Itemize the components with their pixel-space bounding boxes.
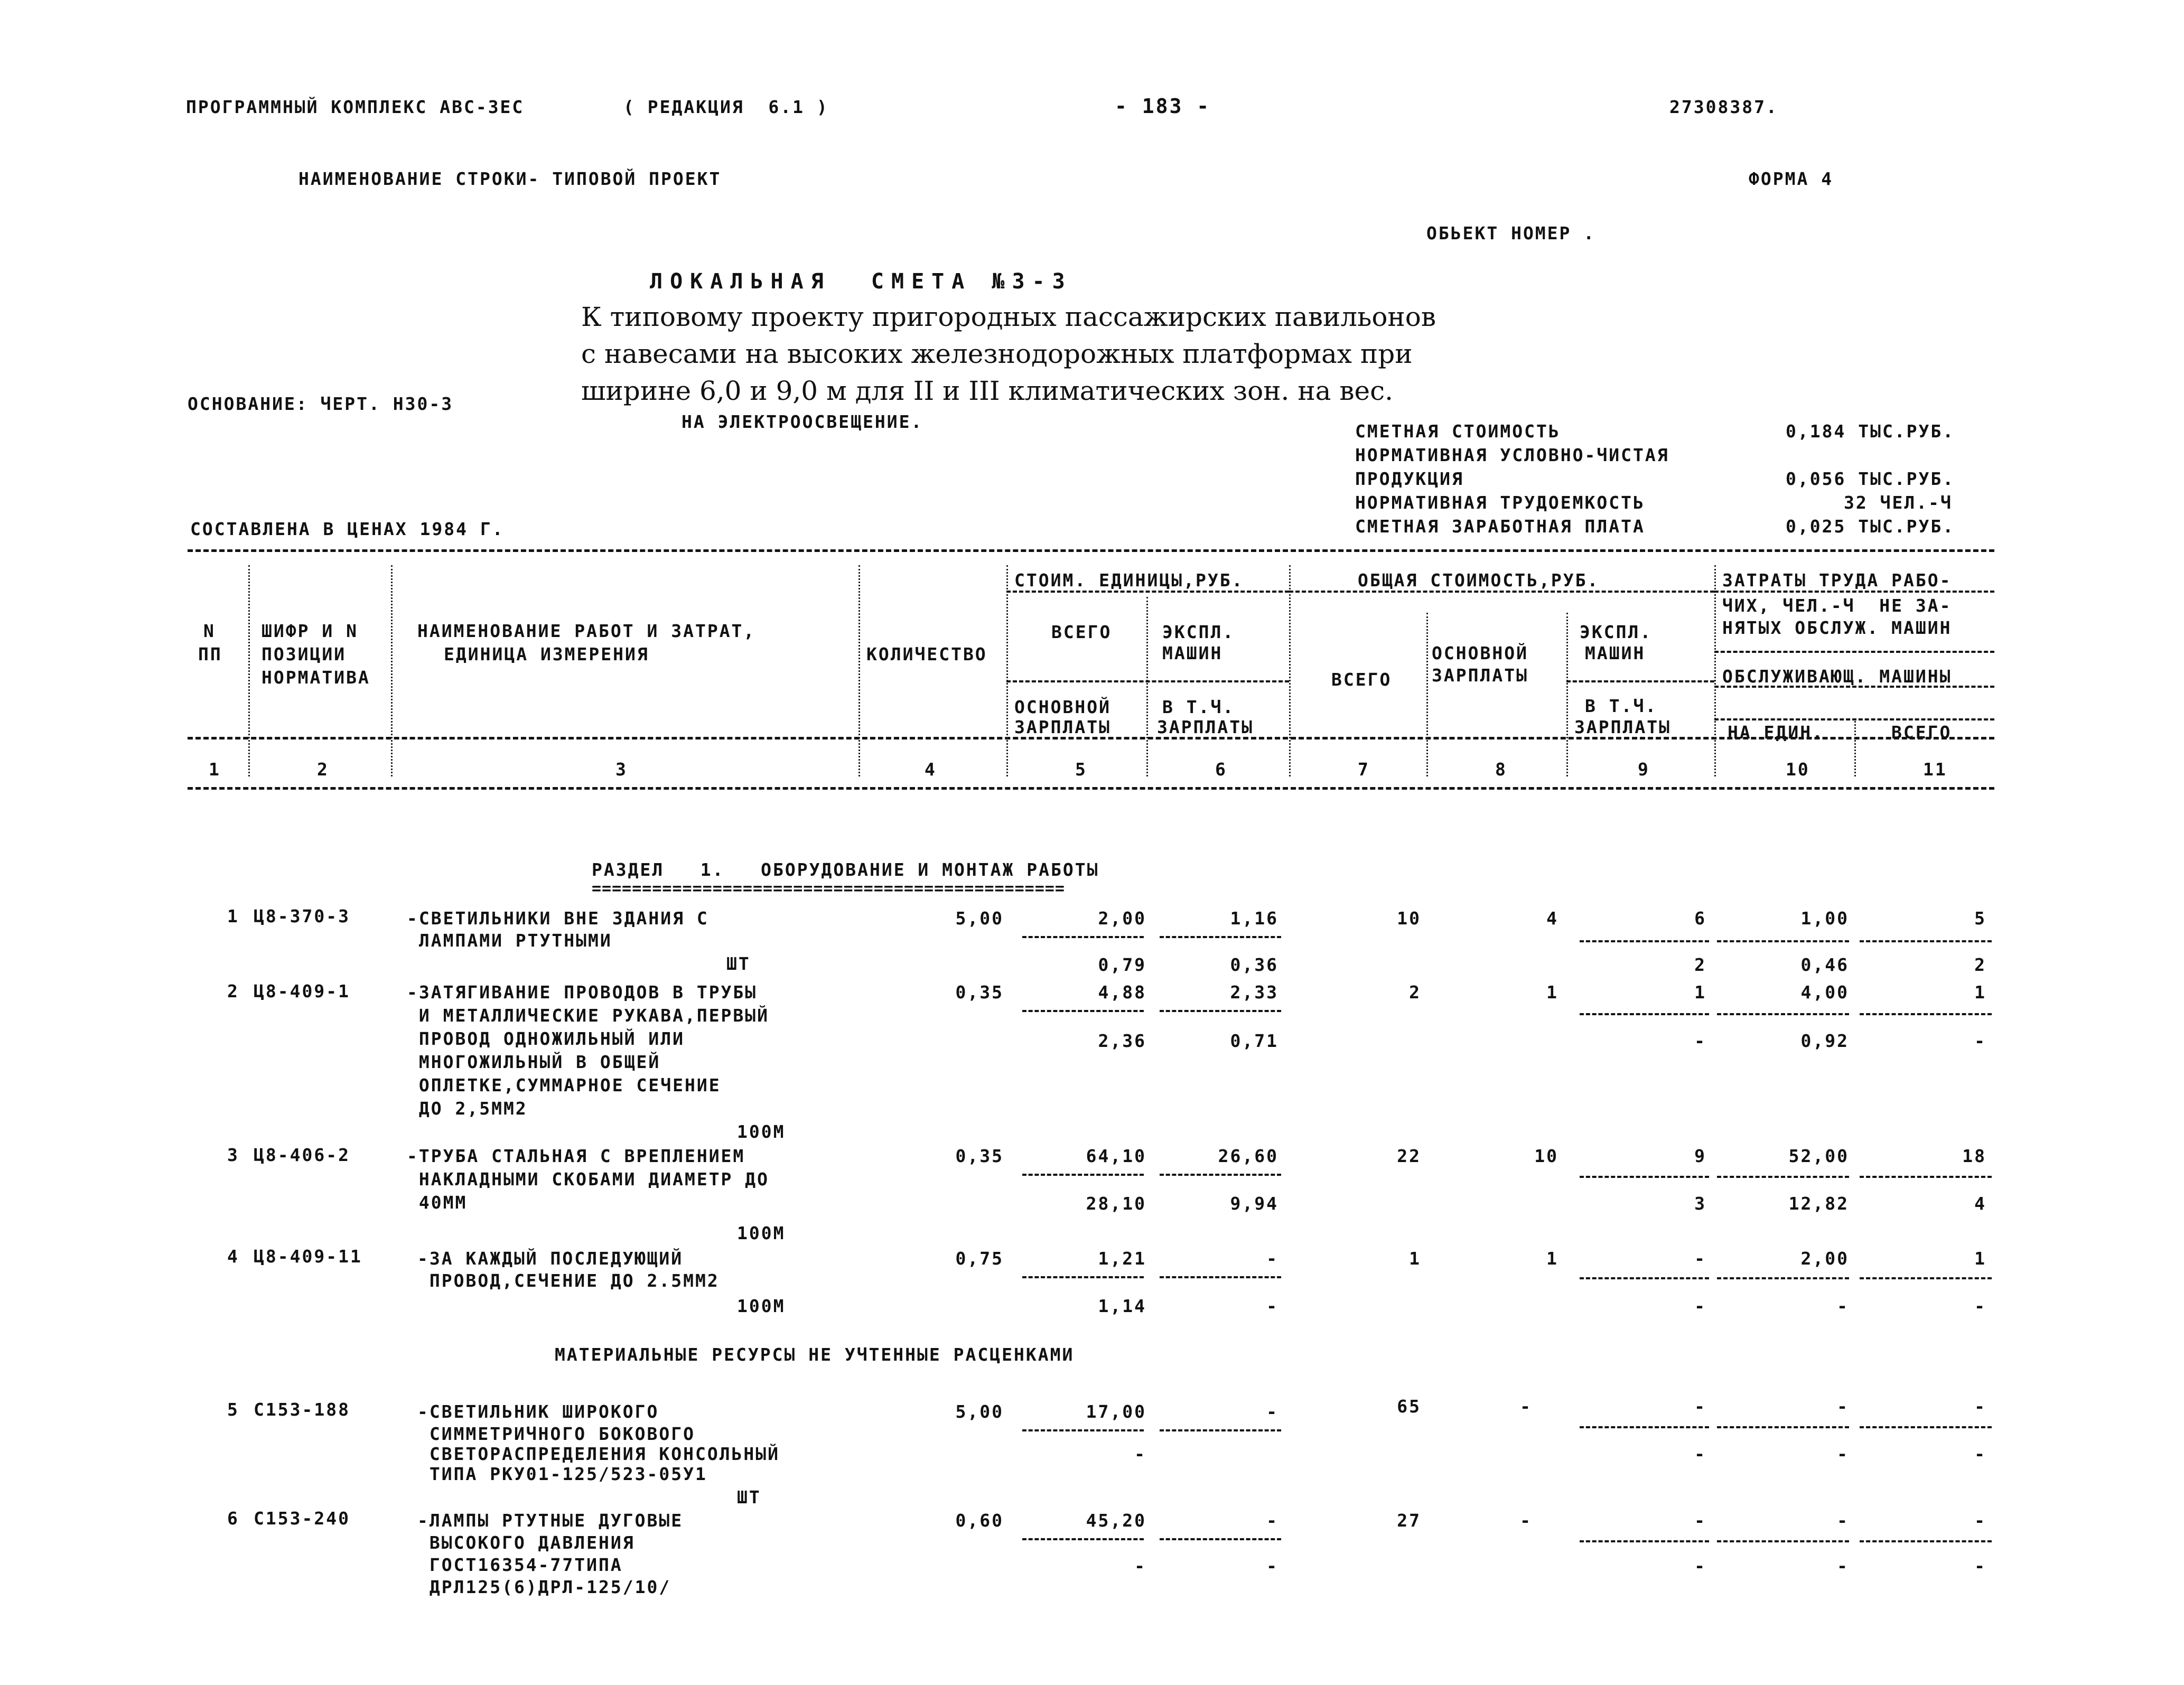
total-cost-rule [1289, 591, 1714, 593]
row-name-line: ДРЛ125(6)ДРЛ-125/10/ [417, 1577, 671, 1597]
col5-head-2: ОСНОВНОЙ [1014, 697, 1111, 717]
col8-head-1: ОСНОВНОЙ [1432, 643, 1528, 663]
col-number: 1 [209, 759, 221, 780]
summary-label-1: СМЕТНАЯ СТОИМОСТЬ [1355, 421, 1561, 442]
row-code: С153-240 [254, 1508, 350, 1529]
row-code: Ц8-409-11 [254, 1246, 362, 1267]
col-number: 10 [1786, 759, 1810, 780]
row-total-machine-wages: - [1694, 1296, 1706, 1316]
col-divider [1146, 597, 1148, 776]
row-quantity: 0,60 [955, 1510, 1004, 1531]
row-number: 1 [227, 906, 239, 926]
row-total-wages: 1 [1546, 982, 1558, 1003]
col-number: 11 [1923, 759, 1947, 780]
row-total-wages: 10 [1534, 1146, 1558, 1166]
row-unit-machines: - [1266, 1248, 1278, 1269]
col9-head-4: ЗАРПЛАТЫ [1574, 717, 1671, 737]
row-name-line: -ТРУБА СТАЛЬНАЯ С ВРЕПЛЕНИЕМ [407, 1146, 745, 1166]
row-total-wages: 1 [1546, 1248, 1558, 1269]
col-number: 5 [1075, 759, 1087, 780]
row-divider [1160, 1010, 1281, 1012]
row-divider [1160, 1429, 1281, 1431]
row-unit-machine-wages: - [1266, 1296, 1278, 1316]
row-total-wages: 4 [1546, 908, 1558, 929]
col-number: 2 [317, 759, 329, 780]
section-title: РАЗДЕЛ 1. ОБОРУДОВАНИЕ И МОНТАЖ РАБОТЫ [592, 859, 1099, 880]
row-labor-unit-machines: 0,92 [1800, 1031, 1849, 1051]
estimate-desc-line-2: с навесами на высоких железнодорожных платформах при [581, 339, 1413, 369]
col1-head-1: N [203, 621, 216, 641]
row-divider [1022, 1538, 1144, 1540]
basis: ОСНОВАНИЕ: ЧЕРТ. Н30-3 [188, 394, 454, 414]
row-labor-unit-machines: - [1837, 1556, 1849, 1576]
estimate-title: ЛОКАЛЬНАЯ СМЕТА №3-3 [650, 269, 1072, 294]
summary-label-4: НОРМАТИВНАЯ ТРУДОЕМКОСТЬ [1355, 492, 1645, 513]
row-unit-machines: 2,33 [1230, 982, 1278, 1003]
row-divider [1580, 1540, 1709, 1542]
row-code: Ц8-370-3 [254, 906, 350, 926]
row-unit-machine-wages: 9,94 [1230, 1193, 1278, 1214]
row-labor-total-machines: 2 [1974, 954, 1986, 975]
col-number: 8 [1495, 759, 1507, 780]
row-divider [1717, 940, 1849, 942]
row-name-line: СВЕТОРАСПРЕДЕЛЕНИЯ КОНСОЛЬНЫЙ [417, 1444, 780, 1464]
row-divider [1860, 1277, 1992, 1279]
row-total: 27 [1397, 1510, 1421, 1531]
row-unit: 100М [737, 1121, 786, 1142]
line-name: НАИМЕНОВАНИЕ СТРОКИ- ТИПОВОЙ ПРОЕКТ [298, 168, 722, 189]
col-divider [248, 565, 250, 776]
row-number: 2 [227, 981, 239, 1001]
col2-head-2: ПОЗИЦИИ [262, 644, 347, 664]
row-total-machines: 1 [1694, 982, 1706, 1003]
row-total: 1 [1409, 1248, 1421, 1269]
col3-head-1: НАИМЕНОВАНИЕ РАБОТ И ЗАТРАТ, [417, 621, 756, 641]
program-name: ПРОГРАММНЫЙ КОМПЛЕКС АВС-ЗЕС [186, 97, 525, 117]
estimate-desc-line-1: К типовому проекту пригородных пассажирских павильонов [581, 302, 1436, 332]
col-divider [858, 565, 860, 776]
row-labor-unit: 2,00 [1800, 1248, 1849, 1269]
row-labor-unit-machines: - [1837, 1296, 1849, 1316]
row-labor-unit-machines: 12,82 [1788, 1193, 1849, 1214]
row-divider [1160, 1174, 1281, 1176]
row-divider [1580, 1176, 1709, 1178]
row-labor-total-machines: 4 [1974, 1193, 1986, 1214]
table-header-end-rule [188, 787, 1994, 790]
row-divider [1860, 1176, 1992, 1178]
row-number: 3 [227, 1145, 239, 1165]
materials-title: МАТЕРИАЛЬНЫЕ РЕСУРСЫ НЕ УЧТЕННЫЕ РАСЦЕНКАМИ [555, 1344, 1075, 1365]
col6-head-4: ЗАРПЛАТЫ [1157, 717, 1254, 737]
document-number: 27308387. [1669, 97, 1778, 117]
row-unit-wages: 2,36 [1098, 1031, 1146, 1051]
row-labor-total-machines: - [1974, 1444, 1986, 1464]
row-quantity: 5,00 [955, 908, 1004, 929]
row-unit-wages: 1,14 [1098, 1296, 1146, 1316]
summary-value-4: 32 ЧЕЛ.-Ч [1844, 492, 1953, 513]
summary-value-1: 0,184 ТЫС.РУБ. [1786, 421, 1955, 442]
row-code: С153-188 [254, 1399, 350, 1420]
col-divider [1854, 718, 1856, 776]
col2-head-1: ШИФР И N [262, 621, 358, 641]
row-total: 10 [1397, 908, 1421, 929]
col6-head-1: ЭКСПЛ. [1162, 622, 1235, 642]
total-cost-head: ОБЩАЯ СТОИМОСТЬ,РУБ. [1358, 570, 1600, 591]
row-divider [1022, 1174, 1144, 1176]
row-labor-unit: - [1837, 1396, 1849, 1417]
row-unit: ШТ [726, 953, 751, 974]
col5-head-3: ЗАРПЛАТЫ [1014, 717, 1111, 737]
row-unit-total: 45,20 [1086, 1510, 1146, 1531]
summary-value-5: 0,025 ТЫС.РУБ. [1786, 516, 1955, 537]
row-name-line: -ЗАТЯГИВАНИЕ ПРОВОДОВ В ТРУБЫ [407, 982, 758, 1003]
row-unit-wages: 0,79 [1098, 954, 1146, 975]
row-name-line: НАКЛАДНЫМИ СКОБАМИ ДИАМЕТР ДО [407, 1169, 770, 1190]
row-name-line: СИММЕТРИЧНОГО БОКОВОГО [417, 1424, 695, 1444]
row-total: 22 [1397, 1146, 1421, 1166]
row-quantity: 0,75 [955, 1248, 1004, 1269]
row-name-line: ОПЛЕТКЕ,СУММАРНОЕ СЕЧЕНИЕ [407, 1075, 721, 1096]
row-quantity: 5,00 [955, 1401, 1004, 1422]
row-total-machine-wages: 2 [1694, 954, 1706, 975]
col5-head-1: ВСЕГО [1051, 622, 1112, 642]
row-total-wages: - [1520, 1510, 1532, 1531]
form-label: ФОРМА 4 [1749, 168, 1834, 189]
row-labor-total-machines: - [1974, 1556, 1986, 1576]
col9-head-3: В Т.Ч. [1585, 696, 1658, 716]
row-divider [1580, 1426, 1709, 1428]
col6-head-2: МАШИН [1162, 643, 1223, 663]
row-unit-total: 17,00 [1086, 1401, 1146, 1422]
row-name-line: ВЫСОКОГО ДАВЛЕНИЯ [417, 1532, 635, 1553]
estimate-desc-line-3: ширине 6,0 и 9,0 м для II и III климатических зон. на вес. [581, 376, 1394, 406]
row-unit: 100М [737, 1296, 786, 1316]
row-quantity: 0,35 [955, 982, 1004, 1003]
row-divider [1580, 940, 1709, 942]
col9-head-2: МАШИН [1585, 643, 1646, 663]
section-underline: =============================================== [592, 879, 1065, 898]
row-divider [1717, 1176, 1849, 1178]
row-labor-total: 1 [1974, 1248, 1986, 1269]
col-divider [1714, 565, 1716, 776]
row-unit-total: 2,00 [1098, 908, 1146, 929]
edition: ( РЕДАКЦИЯ 6.1 ) [623, 97, 829, 117]
row-divider [1022, 1276, 1144, 1278]
row-name-line: -ЗА КАЖДЫЙ ПОСЛЕДУЮЩИЙ [417, 1248, 684, 1269]
col-number: 9 [1638, 759, 1650, 780]
col-number: 7 [1358, 759, 1370, 780]
labor-head-1: ЗАТРАТЫ ТРУДА РАБО- [1722, 570, 1952, 591]
row-total-machines: - [1694, 1510, 1706, 1531]
row-name-line: И МЕТАЛЛИЧЕСКИЕ РУКАВА,ПЕРВЫЙ [407, 1005, 770, 1026]
row-unit-total: 1,21 [1098, 1248, 1146, 1269]
row-code: Ц8-409-1 [254, 981, 350, 1001]
row-divider [1717, 1013, 1849, 1015]
row-unit-machine-wages: - [1266, 1556, 1278, 1576]
col6-head-3: В Т.Ч. [1162, 697, 1235, 717]
summary-value-3: 0,056 ТЫС.РУБ. [1786, 469, 1955, 489]
row-divider [1160, 1276, 1281, 1278]
row-divider [1860, 1013, 1992, 1015]
col-number: 3 [615, 759, 628, 780]
row-total-machine-wages: - [1694, 1444, 1706, 1464]
row-unit: ШТ [737, 1487, 761, 1508]
col11-head: ВСЕГО [1891, 722, 1952, 743]
col9-head-1: ЭКСПЛ. [1580, 622, 1653, 642]
row-number: 5 [227, 1399, 239, 1420]
col-divider [1426, 613, 1428, 776]
row-total-machines: - [1694, 1396, 1706, 1417]
row-name-line: ЛАМПАМИ РТУТНЫМИ [407, 930, 612, 951]
col-divider [1006, 565, 1008, 776]
row-divider [1160, 1538, 1281, 1540]
row-divider [1717, 1426, 1849, 1428]
row-name-line: -СВЕТИЛЬНИКИ ВНЕ ЗДАНИЯ С [407, 908, 709, 929]
row-divider [1160, 936, 1281, 938]
row-labor-total-machines: - [1974, 1031, 1986, 1051]
row-unit-machine-wages: 0,71 [1230, 1031, 1278, 1051]
col4-head: КОЛИЧЕСТВО [866, 644, 987, 664]
col-divider [1289, 565, 1291, 776]
unit-cost-rule [1006, 591, 1289, 593]
row-name-line: ДО 2,5ММ2 [407, 1098, 528, 1119]
row-name-line: -СВЕТИЛЬНИК ШИРОКОГО [417, 1401, 659, 1422]
row-labor-total: - [1974, 1510, 1986, 1531]
row-labor-total: 5 [1974, 908, 1986, 929]
row-unit-machines: 26,60 [1218, 1146, 1278, 1166]
row-labor-total: 18 [1962, 1146, 1986, 1166]
row-number: 4 [227, 1246, 239, 1267]
col2-head-3: НОРМАТИВА [262, 667, 370, 688]
row-name-line: -ЛАМПЫ РТУТНЫЕ ДУГОВЫЕ [417, 1510, 684, 1531]
col10-head: НА ЕДИН. [1728, 722, 1824, 743]
row-divider [1717, 1540, 1849, 1542]
total-cost-sub-rule [1566, 680, 1714, 682]
row-unit-total: 4,88 [1098, 982, 1146, 1003]
row-unit-machine-wages: 0,36 [1230, 954, 1278, 975]
col3-head-2: ЕДИНИЦА ИЗМЕРЕНИЯ [444, 644, 649, 664]
row-labor-total: - [1974, 1396, 1986, 1417]
row-total-machine-wages: - [1694, 1556, 1706, 1576]
labor-rule [1714, 718, 1994, 720]
row-divider [1022, 1010, 1144, 1012]
unit-cost-sub-rule [1006, 680, 1289, 682]
row-divider [1022, 1429, 1144, 1431]
col-divider [391, 565, 393, 776]
row-divider [1580, 1013, 1709, 1015]
row-unit-machines: - [1266, 1510, 1278, 1531]
row-total: 65 [1397, 1396, 1421, 1417]
col1-head-2: ПП [198, 644, 222, 664]
row-divider [1860, 1540, 1992, 1542]
row-labor-total: 1 [1974, 982, 1986, 1003]
row-divider [1860, 1426, 1992, 1428]
row-unit-wages: - [1134, 1444, 1146, 1464]
row-quantity: 0,35 [955, 1146, 1004, 1166]
summary-label-5: СМЕТНАЯ ЗАРАБОТНАЯ ПЛАТА [1355, 516, 1645, 537]
row-labor-unit-machines: - [1837, 1444, 1849, 1464]
row-total-machine-wages: 3 [1694, 1193, 1706, 1214]
row-name-line: ТИПА РКУ01-125/523-05У1 [417, 1464, 707, 1484]
estimate-subject: НА ЭЛЕКТРООСВЕЩЕНИЕ. [682, 411, 923, 432]
row-total-machines: 6 [1694, 908, 1706, 929]
row-divider [1580, 1277, 1709, 1279]
row-unit-machines: 1,16 [1230, 908, 1278, 929]
labor-rule [1714, 591, 1994, 593]
row-total: 2 [1409, 982, 1421, 1003]
col-divider [1566, 613, 1568, 776]
row-total-wages: - [1520, 1396, 1532, 1417]
col-number: 6 [1215, 759, 1227, 780]
row-unit-machines: - [1266, 1401, 1278, 1422]
col8-head-2: ЗАРПЛАТЫ [1432, 665, 1528, 686]
prices-basis: СОСТАВЛЕНА В ЦЕНАХ 1984 Г. [190, 519, 505, 539]
labor-head-3: НЯТЫХ ОБСЛУЖ. МАШИН [1722, 617, 1952, 638]
row-name-line: ПРОВОД,СЕЧЕНИЕ ДО 2.5ММ2 [417, 1270, 720, 1291]
row-divider [1860, 940, 1992, 942]
row-labor-unit: - [1837, 1510, 1849, 1531]
row-labor-unit: 52,00 [1788, 1146, 1849, 1166]
row-code: Ц8-406-2 [254, 1145, 350, 1165]
unit-cost-head: СТОИМ. ЕДИНИЦЫ,РУБ. [1014, 570, 1244, 591]
row-divider [1022, 936, 1144, 938]
row-name-line: 40ММ [407, 1192, 468, 1213]
labor-sub-head: ОБСЛУЖИВАЮЩ. МАШИНЫ [1722, 666, 1952, 687]
row-total-machines: 9 [1694, 1146, 1706, 1166]
labor-head-2: ЧИХ, ЧЕЛ.-Ч НЕ ЗА- [1722, 595, 1952, 616]
summary-label-3: ПРОДУКЦИЯ [1355, 469, 1464, 489]
labor-rule [1714, 651, 1994, 653]
col-number: 4 [925, 759, 937, 780]
row-unit: 100М [737, 1223, 786, 1243]
row-unit-wages: 28,10 [1086, 1193, 1146, 1214]
col7-head: ВСЕГО [1331, 669, 1392, 690]
summary-label-2: НОРМАТИВНАЯ УСЛОВНО-ЧИСТАЯ [1355, 445, 1669, 465]
row-number: 6 [227, 1508, 239, 1529]
table-top-rule [188, 549, 1994, 552]
row-name-line: МНОГОЖИЛЬНЫЙ В ОБЩЕЙ [407, 1052, 661, 1072]
row-total-machine-wages: - [1694, 1031, 1706, 1051]
row-name-line: ГОСТ16354-77ТИПА [417, 1555, 623, 1575]
row-labor-total-machines: - [1974, 1296, 1986, 1316]
row-divider [1717, 1277, 1849, 1279]
row-labor-unit-machines: 0,46 [1800, 954, 1849, 975]
page-number: - 183 - [1115, 95, 1211, 118]
row-unit-wages: - [1134, 1556, 1146, 1576]
object-label: ОБЬЕКТ НОМЕР . [1426, 223, 1596, 244]
row-total-machines: - [1694, 1248, 1706, 1269]
row-labor-unit: 1,00 [1800, 908, 1849, 929]
row-name-line: ПРОВОД ОДНОЖИЛЬНЫЙ ИЛИ [407, 1028, 685, 1049]
row-unit-total: 64,10 [1086, 1146, 1146, 1166]
row-labor-unit: 4,00 [1800, 982, 1849, 1003]
